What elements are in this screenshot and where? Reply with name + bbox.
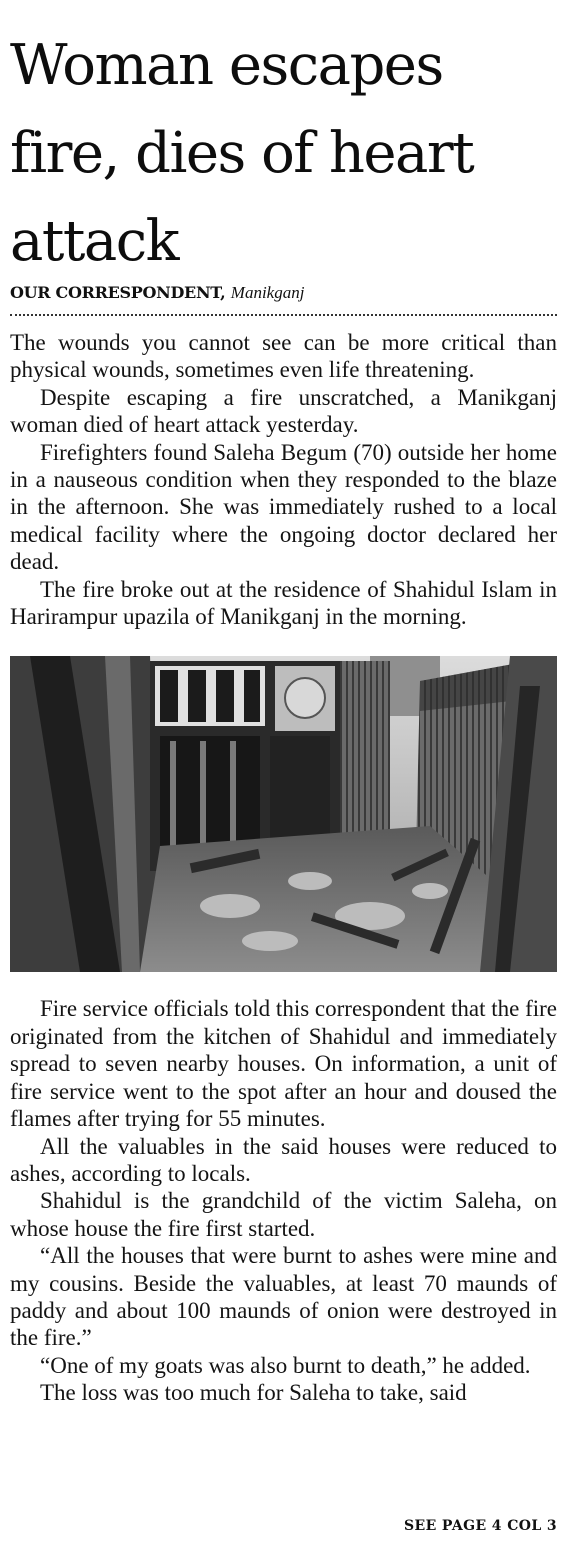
article — [10, 0, 557, 1407]
paragraph: The fire broke out at the residence of Shahidul Islam in Harirampur upazila of Manikganj in the morning. — [10, 576, 557, 630]
paragraph: The wounds you cannot see can be more critical than physical wounds, sometimes even life threatening. — [10, 330, 557, 383]
paragraph: The loss was too much for Saleha to take, said — [40, 1380, 467, 1406]
article-body-bottom — [10, 995, 557, 1406]
paragraph: “All the houses that were burnt to ashes were mine and my cousins. Beside the valuables, at least 70 maunds of paddy and about 100 maunds of onion were destroyed in the fire.” — [10, 1243, 557, 1351]
paragraph: “One of my goats was also burnt to death,” he added. — [40, 1352, 531, 1378]
paragraph: Shahidul is the grandchild of the victim Saleha, on whose house the fire first started. — [10, 1188, 557, 1241]
continuation-jump: SEE PAGE 4 COL 3 — [403, 1518, 557, 1534]
article-photo — [10, 656, 557, 972]
dotted-divider — [10, 314, 557, 316]
headline: Woman escapes fire, dies of heart attack — [10, 33, 474, 274]
paragraph: Firefighters found Saleha Begum (70) outside her home in a nauseous condition when they responded to the blaze in the afternoon. She was immediately rushed to a local medical facility where the ongoing doctor declared her dead. — [10, 439, 557, 575]
paragraph: All the valuables in the said houses were reduced to ashes, according to locals. — [10, 1133, 557, 1186]
article-body-top — [10, 329, 557, 630]
byline — [10, 282, 557, 304]
byline-location: Manikganj — [230, 283, 305, 302]
paragraph: Fire service officials told this correspondent that the fire originated from the kitchen of Shahidul and immediately spread to seven nearby houses. On information, a unit of fire service went to the spot after an hour and doused the flames after trying for 55 minutes. — [10, 996, 557, 1132]
paragraph: Despite escaping a fire unscratched, a Manikganj woman died of heart attack yesterday. — [10, 384, 557, 438]
byline-author: OUR CORRESPONDENT, — [10, 283, 226, 302]
